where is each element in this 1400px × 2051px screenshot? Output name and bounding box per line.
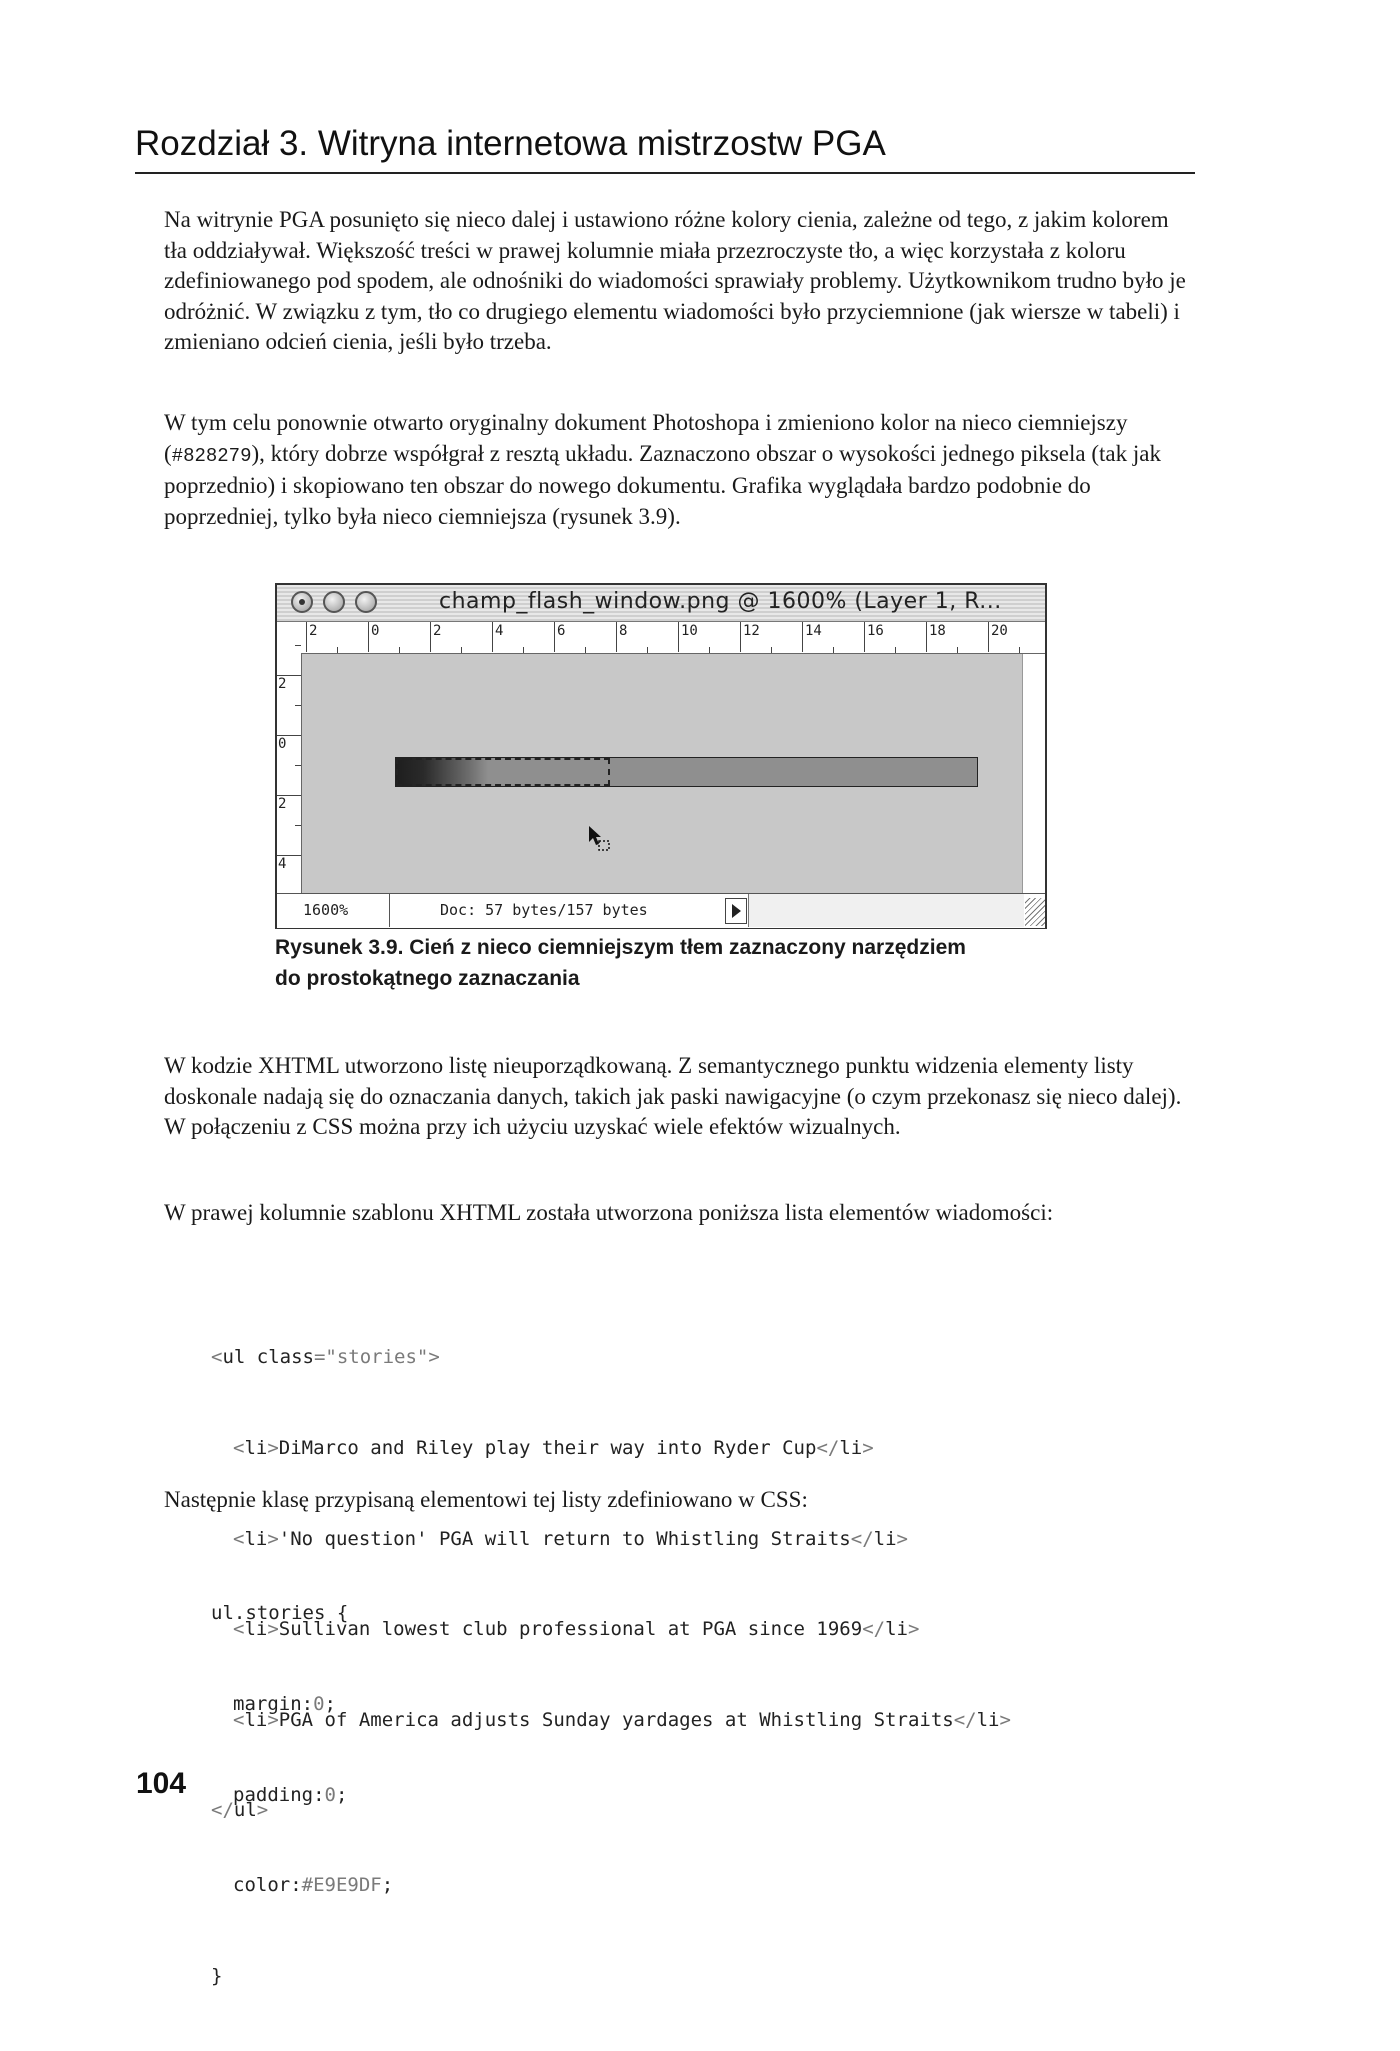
ruler-tick-label: 14	[805, 623, 822, 639]
css-line-close: }	[211, 1964, 223, 1987]
ruler-tick-label: 2	[433, 623, 442, 639]
ruler-minor-tick	[771, 647, 772, 653]
code-line-li: <li>PGA of America adjusts Sunday yardages at Whistling Straits</li>	[233, 1708, 1011, 1731]
chapter-title: Rozdział 3. Witryna internetowa mistrzostw PGA	[135, 122, 1195, 174]
ruler-tick	[802, 622, 803, 652]
ruler-minor-tick	[957, 647, 958, 653]
ruler-tick	[306, 622, 307, 652]
ruler-tick	[430, 622, 431, 652]
paragraph-2-text-b: ), który dobrze współgrał z resztą układu. Zaznaczono obszar o wysokości jednego piksela (tak jak poprzednio) i skopiowano ten obszar do nowego dokumentu. Grafika wyglądała bardzo podobnie do poprzedniej, tylko była nieco ciemniejsza (rysunek 3.9).	[164, 440, 1161, 529]
code-line-li: <li>Sullivan lowest club professional at PGA since 1969</li>	[233, 1618, 920, 1641]
zoom-level[interactable]: 1600%	[277, 894, 390, 927]
ruler-minor-tick	[1019, 647, 1020, 653]
ruler-tick-label: 6	[557, 623, 566, 639]
ruler-minor-tick	[833, 647, 834, 653]
marquee-cursor-icon	[587, 824, 613, 854]
image-canvas	[302, 654, 1045, 893]
ruler-tick-label: 4	[278, 856, 287, 872]
ruler-tick	[554, 622, 555, 652]
css-line-selector: ul.stories {	[211, 1602, 349, 1625]
ruler-minor-tick	[895, 647, 896, 653]
ruler-minor-tick	[709, 647, 710, 653]
css-line-margin: margin:0;	[233, 1693, 336, 1715]
resize-grip-icon[interactable]	[1025, 898, 1045, 926]
ruler-minor-tick	[295, 645, 301, 646]
ruler-tick	[988, 622, 989, 652]
caption-line-1: Rysunek 3.9. Cień z nieco ciemniejszym tłem zaznaczony narzędziem	[275, 936, 966, 959]
ruler-tick-label: 12	[743, 623, 760, 639]
ruler-tick-label: 10	[681, 623, 698, 639]
ruler-minor-tick	[461, 647, 462, 653]
ruler-minor-tick	[647, 647, 648, 653]
ruler-minor-tick	[399, 647, 400, 653]
page-number: 104	[136, 1767, 187, 1800]
ruler-tick	[864, 622, 865, 652]
ruler-minor-tick	[295, 825, 301, 826]
ruler-tick	[678, 622, 679, 652]
ruler-horizontal	[301, 622, 1045, 654]
css-line-color: color:#E9E9DF;	[233, 1874, 394, 1897]
paragraph-4: W prawej kolumnie szablonu XHTML została utworzona poniższa lista elementów wiadomości:	[164, 1200, 1054, 1225]
ruler-tick-label: 18	[929, 623, 946, 639]
color-code-inline: #828279	[171, 444, 252, 467]
marquee-selection	[396, 758, 610, 786]
ruler-minor-tick	[523, 647, 524, 653]
ruler-tick	[492, 622, 493, 652]
ruler-minor-tick	[295, 705, 301, 706]
horizontal-scrollbar[interactable]	[748, 894, 1024, 927]
ruler-tick	[926, 622, 927, 652]
ruler-tick-label: 0	[278, 736, 287, 752]
shadow-bar	[395, 757, 978, 787]
ruler-tick-label: 8	[619, 623, 628, 639]
ruler-minor-tick	[337, 647, 338, 653]
scroll-arrow-icon[interactable]	[725, 898, 747, 924]
window-titlebar	[277, 585, 1045, 622]
paragraph-2	[164, 408, 1196, 532]
ruler-corner	[277, 622, 302, 654]
ruler-tick-label: 20	[991, 623, 1008, 639]
ruler-tick	[368, 622, 369, 652]
figure-caption	[275, 932, 1075, 994]
status-bar	[277, 893, 1045, 928]
ruler-minor-tick	[295, 765, 301, 766]
photoshop-window	[275, 583, 1047, 929]
css-line-padding: padding:0;	[233, 1783, 348, 1806]
caption-line-2: do prostokątnego zaznaczania	[275, 967, 580, 990]
ruler-tick-label: 0	[371, 623, 380, 639]
close-icon	[291, 591, 313, 613]
ruler-tick-label: 16	[867, 623, 884, 639]
ruler-tick-label: 2	[278, 676, 287, 692]
ruler-minor-tick	[585, 647, 586, 653]
css-code-listing	[211, 1538, 393, 2051]
minimize-icon	[323, 591, 345, 613]
ruler-tick-label: 4	[495, 623, 504, 639]
code-line-li: <li>'No question' PGA will return to Whistling Straits</li>	[233, 1527, 908, 1550]
vertical-scrollbar[interactable]	[1022, 654, 1045, 893]
paragraph-2-text-a: W tym celu ponownie otwarto oryginalny dokument Photoshopa i zmieniono kolor na nieco ciemniejszy (	[164, 410, 1128, 466]
doc-size-info: Doc: 57 bytes/157 bytes	[440, 901, 648, 919]
ruler-tick-label: 2	[309, 623, 318, 639]
code-line-li: <li>DiMarco and Riley play their way into Ryder Cup</li>	[233, 1437, 874, 1459]
ruler-vertical	[277, 653, 302, 893]
paragraph-5: Następnie klasę przypisaną elementowi tej listy zdefiniowano w CSS:	[164, 1487, 808, 1512]
window-title: champ_flash_window.png @ 1600% (Layer 1, R...	[439, 589, 1002, 614]
ruler-tick-label: 2	[278, 796, 287, 812]
ruler-tick	[740, 622, 741, 652]
code-line-ul-open: <ul class="stories">	[211, 1346, 440, 1369]
zoom-icon	[355, 591, 377, 613]
paragraph-1: Na witrynie PGA posunięto się nieco dalej i ustawiono różne kolory cienia, zależne od tego, z jakim kolorem tła oddziaływał. Większość treści w prawej kolumnie miała przezroczyste tło, a więc korzystała z koloru zdefiniowanego pod spodem, ale odnośniki do wiadomości sprawiały problemy. Użytkownikom trudno było je odróżnić. W związku z tym, tło co drugiego elementu wiadomości było przyciemnione (jak wiersze w tabeli) i zmieniano odcień cienia, jeśli było trzeba.	[164, 207, 1186, 354]
ruler-tick	[616, 622, 617, 652]
code-line-ul-close: </ul>	[211, 1799, 269, 1822]
paragraph-3: W kodzie XHTML utworzono listę nieuporządkowaną. Z semantycznego punktu widzenia elementy listy doskonale nadają się do oznaczania danych, takich jak paski nawigacyjne (o czym przekonasz się nieco dalej). W połączeniu z CSS można przy ich użyciu uzyskać wiele efektów wizualnych.	[164, 1053, 1182, 1139]
